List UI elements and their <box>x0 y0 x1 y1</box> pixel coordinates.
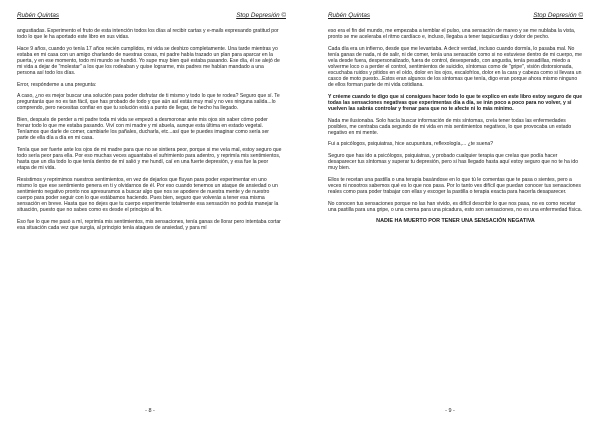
page-number: - 9 - <box>445 408 455 414</box>
paragraph: Cada día era un infierno, desde que me levantaba. A decir verdad, incluso cuando dormía, lo pasaba mal. No tenía ganas de nada, ni de salir, ni de comer, tenía una sensación como si no estuviese dentro de mi cuerpo, me veía desde fuera, despersonalizado, fuera de control, desesperado, con angustia, tenía pesadillas, miedo a volverme loco o a perder el control, sentimientos de suicidio, síntomas como de "gripe", visión distorsionada, escuchaba ruidos y pitidos en el oído, dolor en los ojos, escalofríos, dolor en la cara y cabeza como si llevara un casco de moto puesto...Estos eran algunos de los síntomas que tenía, digo eran porque ahora mismo ninguno de ellos forman parte de mi vida cotidiana. <box>328 45 582 89</box>
paragraph: Nada me ilusionaba. Solo hacía buscar información de mis síntomas, creía tener todas las enfermedades posibles, me centraba cada segundo de mi vida en mis sentimientos negativos, lo que provocaba un estado negativo en mi mente. <box>328 117 572 136</box>
paragraph: angustiadas. Experimento el fruto de esta intención todos los días al recibir cartas y e-mails expresando gratitud por todo lo que le ha aportado este libro en sus vidas. <box>17 28 279 41</box>
paragraph: Tenía que ser fuerte ante los ojos de mi madre para que no se sintiera peor, porque si me veía mal, estoy seguro que todo sería peor para ella. Por eso muchas veces aguantaba el sufrimiento para adentro, y reprimía mis sentimientos, hasta que un día todo lo que tenía dentro de mí salió y me hundí, caí en una fuerte depresión, y esa fue la peor etapa de mi vida. <box>17 146 282 172</box>
paragraph: Bien, después de perder a mi padre toda mi vida se empezó a desmoronar ante mis ojos sin saber cómo poder frenar todo lo que me estaba pasando. Viví con mi madre y mi abuela, aunque esta última en estado vegetal. Teníamos que darle de comer, cambiarle los pañales, ducharla, etc...así que te puedes imaginar como sería ser parte de ella día a día en mi casa. <box>17 117 269 142</box>
paragraph: Fui a psicólogos, psiquiatras, hice acupuntura, reflexología,... ¿te suena? <box>328 141 494 148</box>
bold-paragraph: Y créeme cuando te digo que si consigues hacer todo lo que te explico en este libro estoy seguro de que todas las sensaciones negativas que experimentas día a día, se irán poco a poco para no volver, y si vuelven las sabrás controlar y frenar para que no te afecte ni lo más mínimo. <box>328 93 583 113</box>
paragraph: Error, respóndeme a una pregunta: <box>17 81 97 88</box>
paragraph: Hace 9 años, cuando yo tenía 17 años recién cumplidos, mi vida se deshizo completamente. Una tarde mientras yo estaba en mi casa con un amigo charlando de nuestras cosas, mi padre había trazado un plan para aparcar en la puerta, y en ese momento, todo mi mundo se hundió. Yo supe muy bien qué estaba pasando. Ese día, él se alejó de mi vida a dejar de "molestar" a los que los rodeaban y quise lograrme, mis padres me habían mandado a una persona así todo los días. <box>17 45 280 77</box>
paragraph: Resistimos y reprimimos nuestros sentimientos, en vez de dejarlos que fluyan para poder experimentar en uno mismo lo que ese sentimiento genera en ti y olvidarnos de él. Por eso cuando tenemos un ataque de ansiedad o un sentimiento negativo pronto nos apresuramos a buscar algo que nos se apodere de nuestra mente y de nuestro cuerpo para poder seguir con lo que estábamos haciendo. Pues bien, seguro que volverás a tener esa misma sensación en breve. Hasta que no dejes que tu cuerpo experimente totalmente esa sensación no podrás manejar la situación, puesto que no sabes como es desde el principio al fin. <box>17 176 279 214</box>
paragraph: A caso, ¿no es mejor buscar una solución para poder disfrutar de ti mismo y todo lo que te rodea? Seguro que sí. Te preguntarás que no es tan fácil, que has probado de todo y que aún así estás muy mal y no ves ninguna salida...lo comprendo, pero necesitas confiar en que tu solución está a punto de llegar, de hecho ha llegado. <box>17 93 280 112</box>
paragraph: Seguro que has ido a psicólogos, psiquiatras, y probado cualquier terapia que creías que podía hacer desaparecer tus síntomas y superar tu depresión, pero si has llegado hasta aquí estoy seguro que no te ha ido muy bien. <box>328 153 579 172</box>
page-header <box>17 12 286 24</box>
header-title: Stop Depresión © <box>533 12 583 19</box>
page-body <box>328 28 583 396</box>
right-page <box>300 0 600 424</box>
header-author: Rubén Quintas <box>17 12 60 19</box>
paragraph: Ellos te recetan una pastilla o una terapia basándose en lo que tú le comentas que te pasa o sientes, pero a veces ni nosotros sabemos qué es lo que nos pasa. Por lo tanto ves difícil que puedan conocer tus sensaciones reales como para poder trabajar con ellas y escoger la pastilla o terapia exacta para hacerla desaparecer. <box>328 176 581 195</box>
page-number: - 8 - <box>145 408 155 414</box>
page-body <box>17 28 282 396</box>
header-title: Stop Depresión © <box>236 12 286 19</box>
paragraph: Eso fue lo que me pasó a mí, reprimía mis sentimientos, mis sensaciones, tenía ganas de llorar pero intentaba cortar esa situación cada vez que surgía, al principio tenía ataques de ansiedad, y para mí <box>17 218 281 231</box>
header-author: Rubén Quintas <box>328 12 371 19</box>
page-header <box>328 12 583 24</box>
paragraph: eso era el fin del mundo, me empezaba a temblar el pulso, una sensación de mareo y se me nublaba la vista, pronto se me aceleraba el ritmo cardíaco e, incluso, llegaba a tener taquicardias y dolor de pecho. <box>328 28 576 41</box>
paragraph: No conocen tus sensaciones porque no las han vivido, es difícil describir lo que nos pasa, no es como recetar una pastilla para una gripe, o una crema para una picadura, esto son sensaciones, no es una enfermedad física. <box>328 200 583 213</box>
section-heading: NADIE HA MUERTO POR TENER UNA SENSACIÓN NEGATIVA <box>376 218 535 225</box>
